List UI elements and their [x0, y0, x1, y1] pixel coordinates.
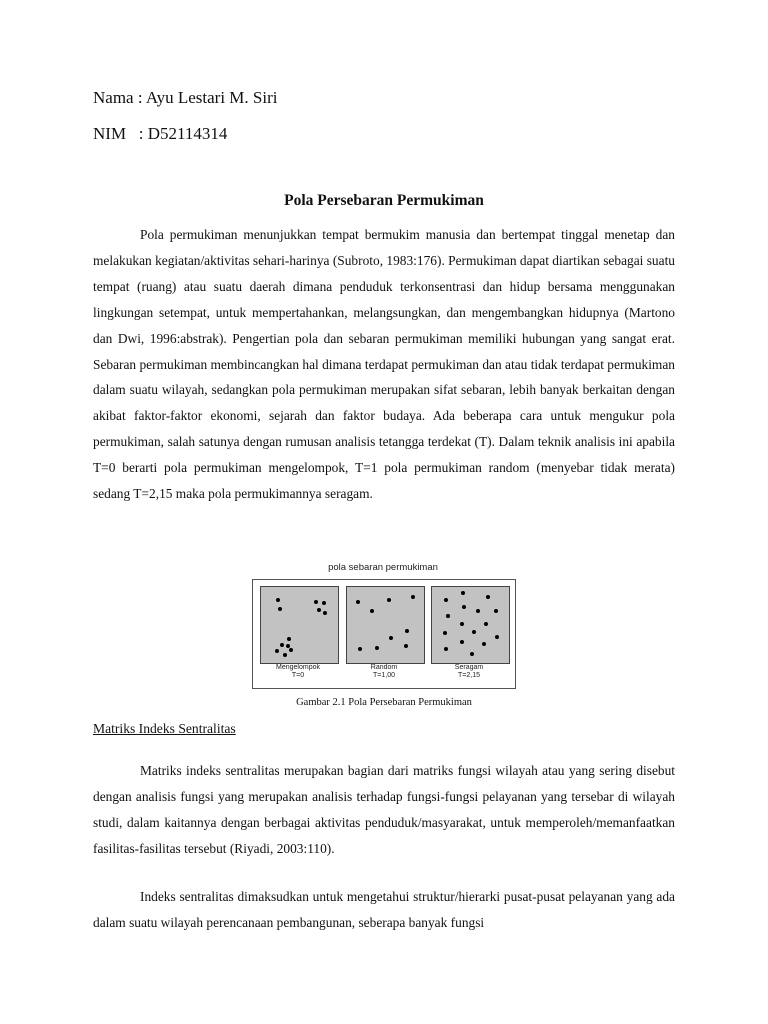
settlement-dot [405, 629, 409, 633]
settlement-dot [461, 591, 465, 595]
settlement-dot [446, 614, 450, 618]
panel-clustered-label [258, 664, 338, 680]
figure-box [252, 579, 516, 689]
settlement-dot [276, 598, 280, 602]
panel-random-label [344, 664, 424, 680]
settlement-pattern-figure [252, 562, 516, 689]
figure-caption: Gambar 2.1 Pola Persebaran Permukiman [296, 697, 472, 708]
panel-name: Seragam [454, 664, 484, 671]
settlement-dot [323, 611, 327, 615]
panel-name: Random [370, 664, 398, 671]
panel-value: T=2,15 [458, 672, 480, 679]
paragraph-indeks: Indeks sentralitas dimaksudkan untuk mengetahui struktur/hierarki pusat-pusat pelayanan yang ada dalam suatu wilayah perencanaan pembangunan, seberapa banyak fungsi [93, 889, 675, 930]
paragraph-matriks: Matriks indeks sentralitas merupakan bagian dari matriks fungsi wilayah atau yang sering disebut dengan analisis fungsi yang merupakan analisis terhadap fungsi-fungsi pelayanan yang tersebar di wilayah studi, dalam kaitannya dengan berbagai aktivitas penduduk/masyarakat, untuk memperoleh/memanfaatkan fasilitas-fasilitas tersebut (Riyadi, 2003:110). [93, 763, 675, 856]
settlement-dot [287, 637, 291, 641]
section-heading: Matriks Indeks Sentralitas [93, 721, 236, 736]
settlement-dot [356, 600, 360, 604]
settlement-dot [495, 635, 499, 639]
settlement-dot [375, 646, 379, 650]
settlement-dot [486, 595, 490, 599]
settlement-dot [494, 609, 498, 613]
settlement-dot [443, 631, 447, 635]
settlement-dot [444, 598, 448, 602]
settlement-dot [278, 607, 282, 611]
student-name: Nama : Ayu Lestari M. Siri [93, 88, 278, 107]
settlement-dot [470, 652, 474, 656]
settlement-dot [484, 622, 488, 626]
settlement-dot [317, 608, 321, 612]
panel-uniform-label [429, 664, 509, 680]
student-id: NIM : D52114314 [93, 124, 228, 143]
settlement-dot [275, 649, 279, 653]
settlement-dot [322, 601, 326, 605]
panel-value: T=1,00 [373, 672, 395, 679]
settlement-dot [283, 653, 287, 657]
settlement-dot [358, 647, 362, 651]
settlement-dot [389, 636, 393, 640]
panel-name: Mengelompok [276, 664, 320, 671]
settlement-dot [472, 630, 476, 634]
panel-value: T=0 [291, 672, 305, 679]
settlement-dot [370, 609, 374, 613]
settlement-dot [482, 642, 486, 646]
settlement-dot [462, 605, 466, 609]
settlement-dot [444, 647, 448, 651]
panel-random [346, 586, 425, 664]
paragraph-pola-permukiman: Pola permukiman menunjukkan tempat bermukim manusia dan bertempat tinggal menetap dan melakukan kegiatan/aktivitas sehari-harinya (Subroto, 1983:176). Permukiman dapat diartikan sebagai suatu tempat (ruang) atau suatu daerah dimana penduduk terkonsentrasi dan hidup bersama menggunakan lingkungan setempat, untuk mempertahankan, melangsungkan, dan mengembangkan hidupnya (Martono dan Dwi, 1996:abstrak). Pengertian pola dan sebaran permukiman memiliki hubungan yang sangat erat. Sebaran permukiman membincangkan hal dimana terdapat permukiman dan atau tidak terdapat permukiman dalam suatu wilayah, sedangkan pola permukiman merupakan sifat sebaran, lebih banyak berkaitan dengan akibat faktor-faktor ekonomi, sejarah dan faktor budaya. Ada beberapa cara untuk mengukur pola permukiman, salah satunya dengan rumusan analisis tetangga terdekat (T). Dalam teknik analisis ini apabila T=0 berarti pola permukiman mengelompok, T=1 pola permukiman random (menyebar tidak merata) sedang T=2,15 maka pola permukimannya seragam. [93, 227, 675, 502]
panel-uniform [431, 586, 510, 664]
settlement-dot [289, 648, 293, 652]
settlement-dot [314, 600, 318, 604]
panel-clustered [260, 586, 339, 664]
settlement-dot [387, 598, 391, 602]
settlement-dot [460, 622, 464, 626]
document-title: Pola Persebaran Permukiman [284, 192, 484, 209]
settlement-dot [404, 644, 408, 648]
settlement-dot [411, 595, 415, 599]
settlement-dot [280, 643, 284, 647]
settlement-dot [476, 609, 480, 613]
figure-title: pola sebaran permukiman [328, 562, 438, 573]
settlement-dot [460, 640, 464, 644]
